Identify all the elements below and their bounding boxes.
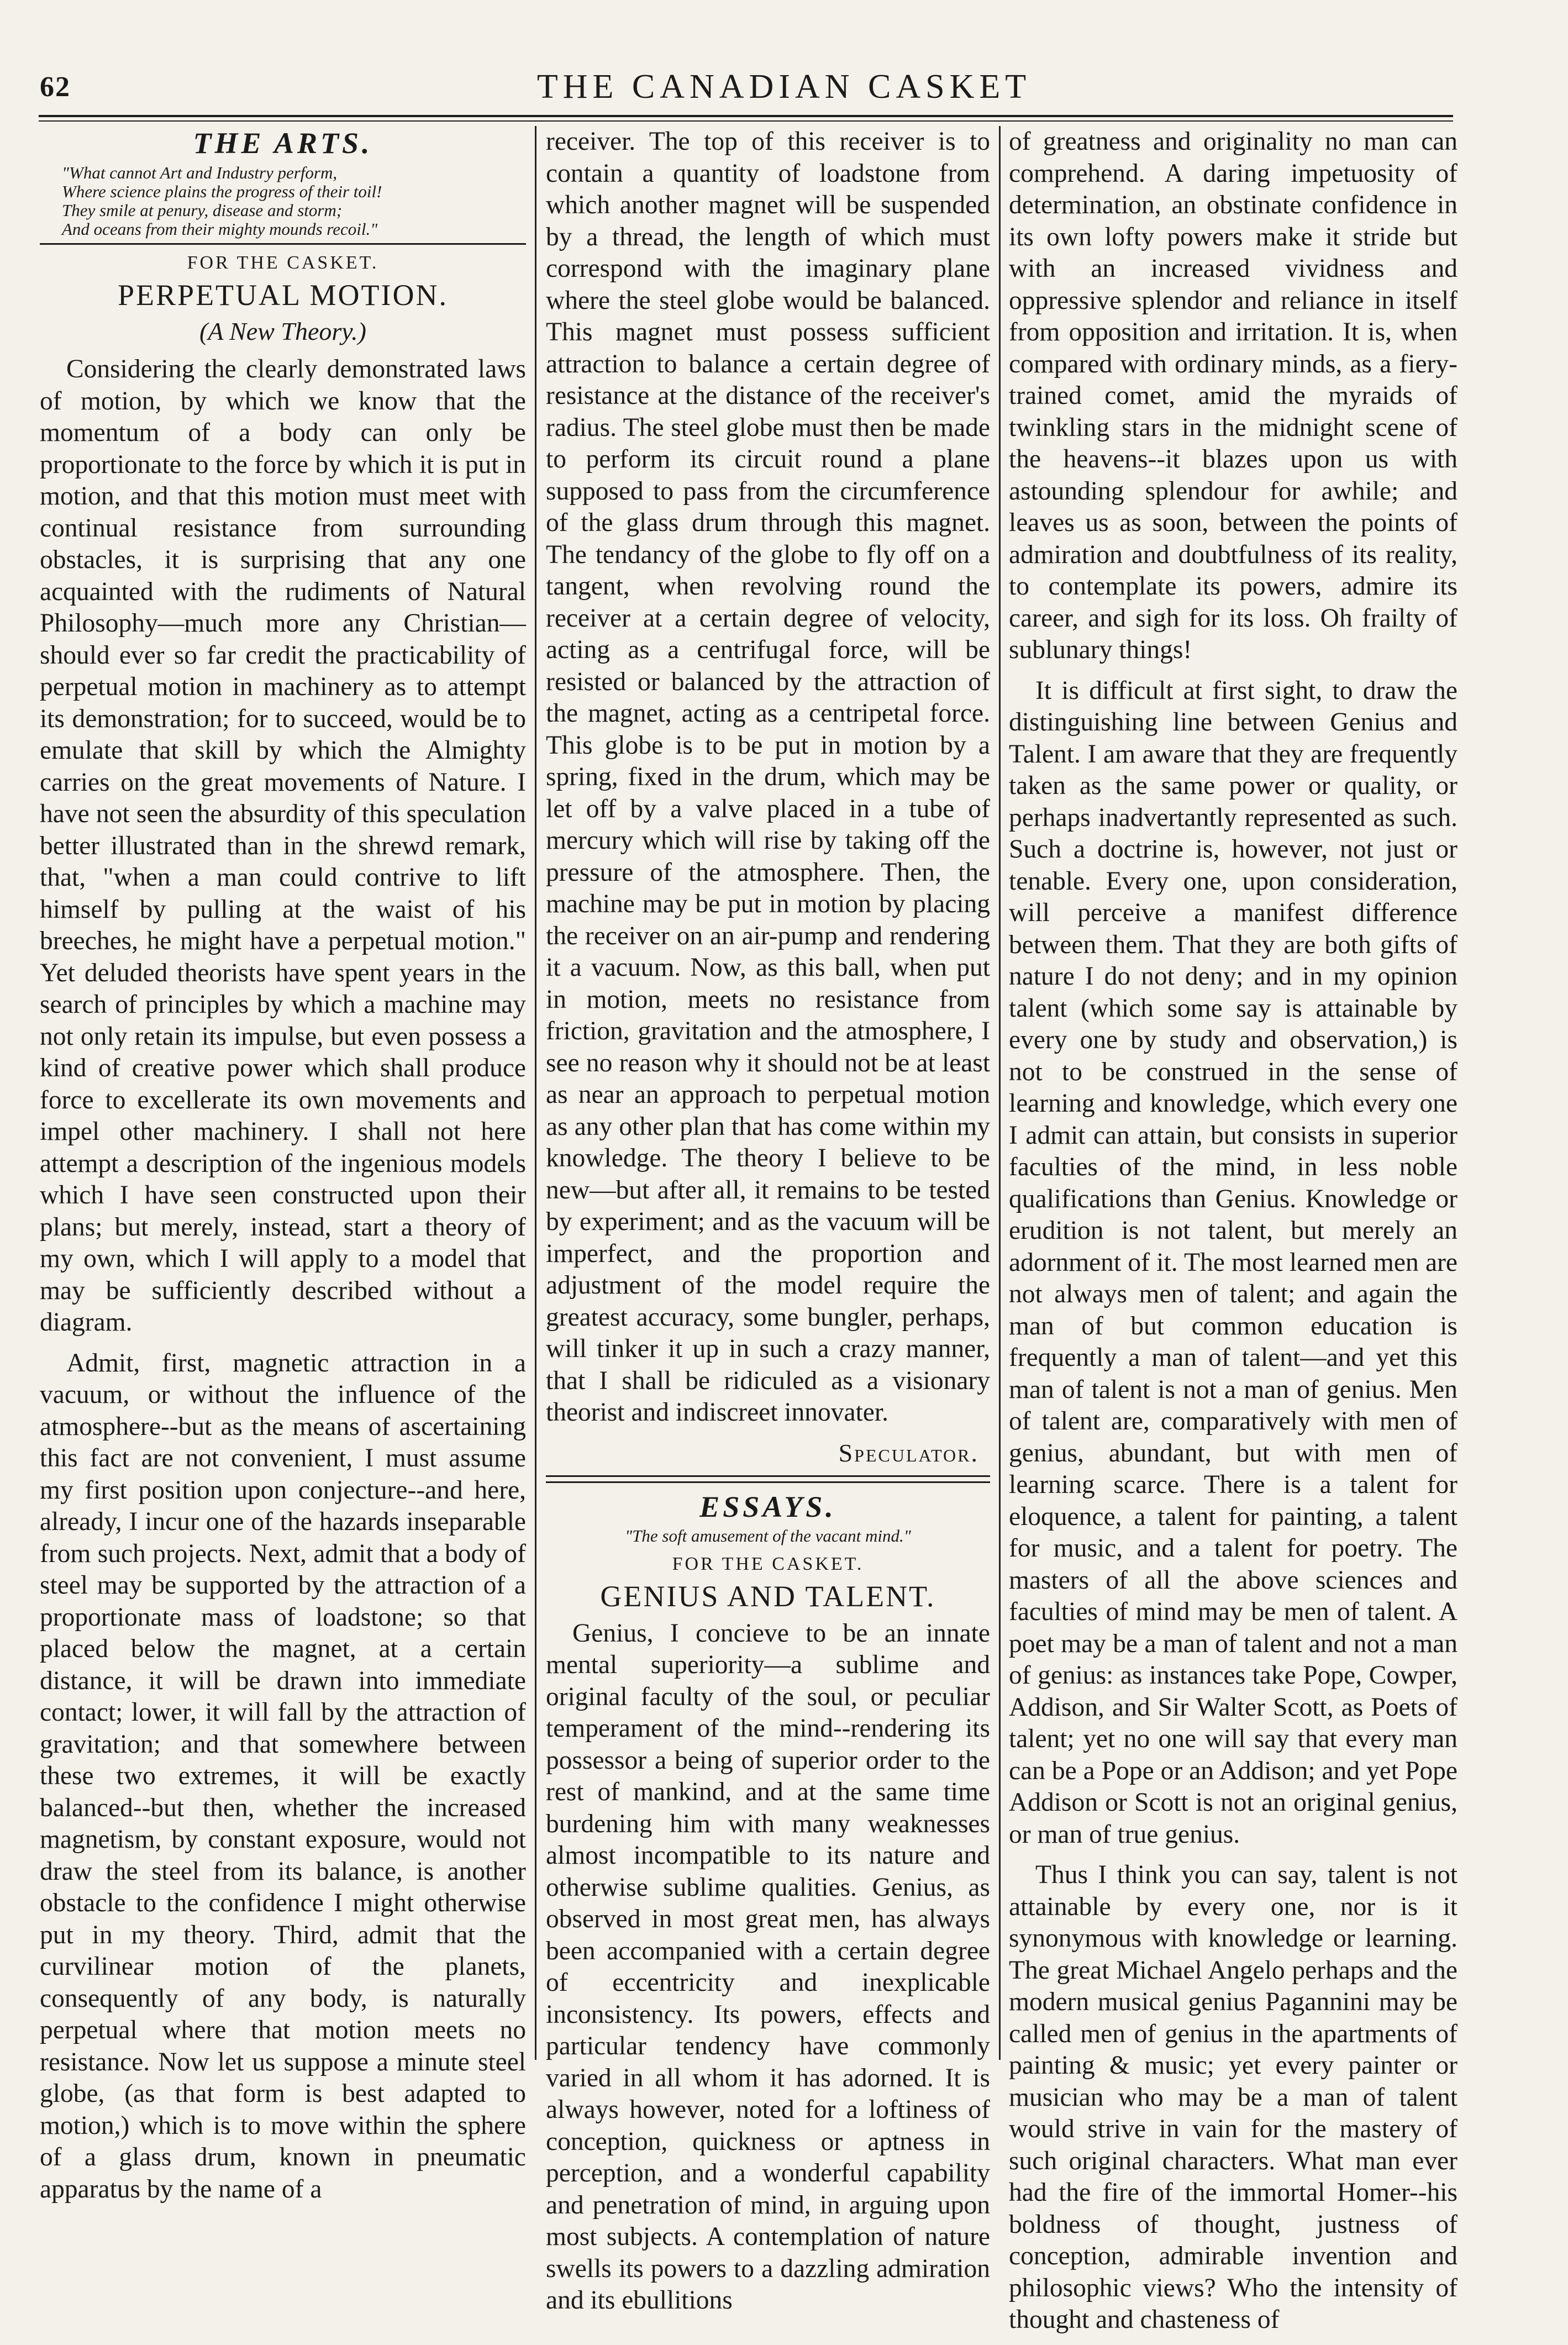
column-divider-1 (535, 126, 536, 2060)
article-paragraph: Genius, I concieve to be an innate mental superiority—a sublime and original faculty of the soul, or peculiar temperament of the mind--rendering its possessor a being of superior order to the rest of mankind, and at the same time burdening him with many weaknesses almost incompatible to its nature and otherwise sublime qualities. Genius, as observed in most great men, has always been accompanied with a certain degree of eccentricity and inexplicable inconsistency. Its powers, effects and particular tendency have commonly varied in all whom it has adorned. It is always however, noted for a loftiness of conception, quickness or aptness in perception, and a wonderful capability and penetration of mind, in arguing upon most subjects. A contemplation of nature swells its powers to a dazzling admiration and its ebullitions (546, 1618, 990, 2315)
page-number: 62 (40, 71, 71, 103)
article-paragraph: Considering the clearly demonstrated laws of motion, by which we know that the momentum of a body can only be proportionate to the force by which it is put in motion, and that this motion must meet with continual resistance from surrounding obstacles, it is surprising that any one acquainted with the rudiments of Natural Philosophy—much more any Christian—should ever so far credit the practicability of perpetual motion in machinery as to attempt its demonstration; for to succeed, would be to emulate that skill by which the Almighty carries on the great movements of Nature. I have not seen the absurdity of this speculation better illustrated than in the shrewd remark, that, "when a man could contrive to lift himself by pulling at the waist of his breeches, he might have a perpetual motion." Yet deluded theorists have spent years in the search of principles by which a machine may not only retain its impulse, but even possess a kind of creative power which shall produce force to excellerate its own movements and impel other machinery. I shall not here attempt a description of the ingenious models which I have seen constructed upon their plans; but merely, instead, start a theory of my own, which I will apply to a model that may be sufficiently described without a diagram. (40, 355, 526, 1337)
column-3 (1009, 126, 1457, 2345)
motto-line: And oceans from their mighty mounds recoil." (62, 219, 378, 239)
column-2 (546, 126, 990, 2326)
for-the-casket-label: FOR THE CASKET. (187, 253, 379, 273)
article-subtitle: (A New Theory.) (199, 317, 366, 345)
article-paragraph: Admit, first, magnetic attraction in a vacuum, or without the influence of the atmosphere--but as the means of ascertaining this fact are not convenient, I must assume my first position upon conjecture--and here, already, I incur one of the hazards inseparable from such projects. Next, admit that a body of steel may be supported by the attraction of a proportionate mass of loadstone; so that placed below the magnet, at a certain distance, it will be drawn into immediate contact; lower, it will fall by the attraction of gravitation; and that somewhere between these two extremes, it will be exactly balanced--but then, whether the increased magnetism, by constant exposure, would not draw the steel from its balance, is another obstacle to the confidence I might otherwise put in my theory. Third, admit that the curvilinear motion of the planets, consequently of any body, is naturally perpetual where that motion meets no resistance. Now let us suppose a minute steel globe, (as that form is best adapted to motion,) which is to move within the sphere of a glass drum, known in pneumatic apparatus by the name of a (40, 1348, 526, 2204)
motto-line: Where science plains the progress of their toil! (62, 182, 382, 201)
article-paragraph: It is difficult at first sight, to draw the distinguishing line between Genius and Talent. I am aware that they are frequently taken as the same power or quality, or perhaps inadvertantly represented as such. Such a doctrine is, however, not just or tenable. Every one, upon consideration, will perceive a manifest difference between them. That they are both gifts of nature I do not deny; and in my opinion talent (which some say is attainable by every one by study and observation,) is not to be construed in the sense of learning and knowledge, which every one I admit can attain, but consists in superior faculties of the mind, in less noble qualifications than Genius. Knowledge or erudition is not talent, but merely an adornment of it. The most learned men are not always men of talent; and again the man of but common education is frequently a man of talent—and yet this man of talent is not a man of genius. Men of talent are, comparatively with men of genius, abundant, but with men of learning scarce. There is a talent for eloquence, a talent for painting, a talent for music, and a talent for poetry. The masters of all the above sciences and faculties of mind may be men of talent. A poet may be a man of talent and not a man of genius: as instances take Pope, Cowper, Addison, and Sir Walter Scott, as Poets of talent; yet no one will say that every man can be a Pope or an Addison; and yet Pope Addison or Scott is not an original genius, or man of true genius. (1009, 676, 1457, 1849)
motto-rule (40, 243, 526, 245)
signature-line (546, 1438, 990, 1469)
article-title-perpetual-motion: PERPETUAL MOTION. (118, 278, 448, 312)
section-rule (546, 1475, 990, 1483)
motto-line: "What cannot Art and Industry perform, (62, 163, 338, 182)
motto-line: They smile at penury, disease and storm; (62, 201, 343, 220)
header-rule-thin (39, 120, 1453, 122)
section-heading-essays: ESSAYS. (699, 1490, 836, 1523)
arts-motto (62, 164, 526, 239)
article-paragraph: Thus I think you can say, talent is not attainable by every one, nor is it synonymous with knowledge or learning. The great Michael Angelo perhaps and the modern musical genius Pagannini may be called men of genius in the apartments of painting & music; yet every painter or musician who may be a man of talent would strive in vain for the mastery of such original characters. What man ever had the fire of the immortal Homer--his boldness of thought, justness of conception, admirable invention and philosophic views? Who the intensity of thought and chasteness of (1009, 1860, 1457, 2334)
section-heading-arts: THE ARTS. (193, 127, 373, 160)
column-divider-2 (999, 126, 1001, 2060)
header-rule (39, 115, 1453, 117)
author-signature: Speculator. (838, 1438, 979, 1467)
article-continuation: of greatness and originality no man can comprehend. A daring impetuosity of determination, an obstinate confidence in its own lofty powers make it stride but with an increased vividness and oppressive splendor and reliance in itself from opposition and irritation. It is, when compared with ordinary minds, as a fiery-trained comet, amid the myraids of twinkling stars in the midnight scene of the heavens--it blazes upon us with astounding splendour for awhile; and leaves us as soon, between the points of admiration and doubtfulness of its reality, to contemplate its powers, admire its career, and sigh for its loss. Oh frailty of sublunary things! (1009, 127, 1457, 664)
column-1 (40, 126, 526, 2214)
article-continuation: receiver. The top of this receiver is to contain a quantity of loadstone from which another magnet will be suspended by a thread, the length of which must correspond with the imaginary plane where the steel globe would be balanced. This magnet must possess sufficient attraction to balance a certain degree of resistance at the distance of the receiver's radius. The steel globe must then be made to perform its circuit round a plane supposed to pass from the circumference of the glass drum through this magnet. The tendancy of the globe to fly off on a tangent, when revolving round the receiver at a certain degree of velocity, acting as a centrifugal force, will be resisted or balanced by the attraction of the magnet, acting as a centripetal force. This globe is to be put in motion by a spring, fixed in the drum, which may be let off by a valve placed in a tube of mercury which will rise by taking off the pressure of the atmosphere. Then, the machine may be put in motion by placing the receiver on an air-pump and rendering it a vacuum. Now, as this ball, when put in motion, meets no resistance from friction, gravitation and the atmosphere, I see no reason why it should not be at least as near an approach to perpetual motion as any other plan that has come within my knowledge. The theory I believe to be new—but after all, it remains to be tested by experiment; and as the vacuum will be imperfect, and the proportion and adjustment of the model require the greatest accuracy, some bungler, perhaps, will tinker it up in such a crazy manner, that I shall be ridiculed as a visionary theorist and indiscreet innovater. (546, 127, 990, 1427)
essays-motto: "The soft amusement of the vacant mind." (625, 1526, 911, 1545)
running-title: THE CANADIAN CASKET (536, 68, 1032, 106)
for-the-casket-label: FOR THE CASKET. (672, 1553, 864, 1574)
article-title-genius-and-talent: GENIUS AND TALENT. (600, 1579, 936, 1613)
